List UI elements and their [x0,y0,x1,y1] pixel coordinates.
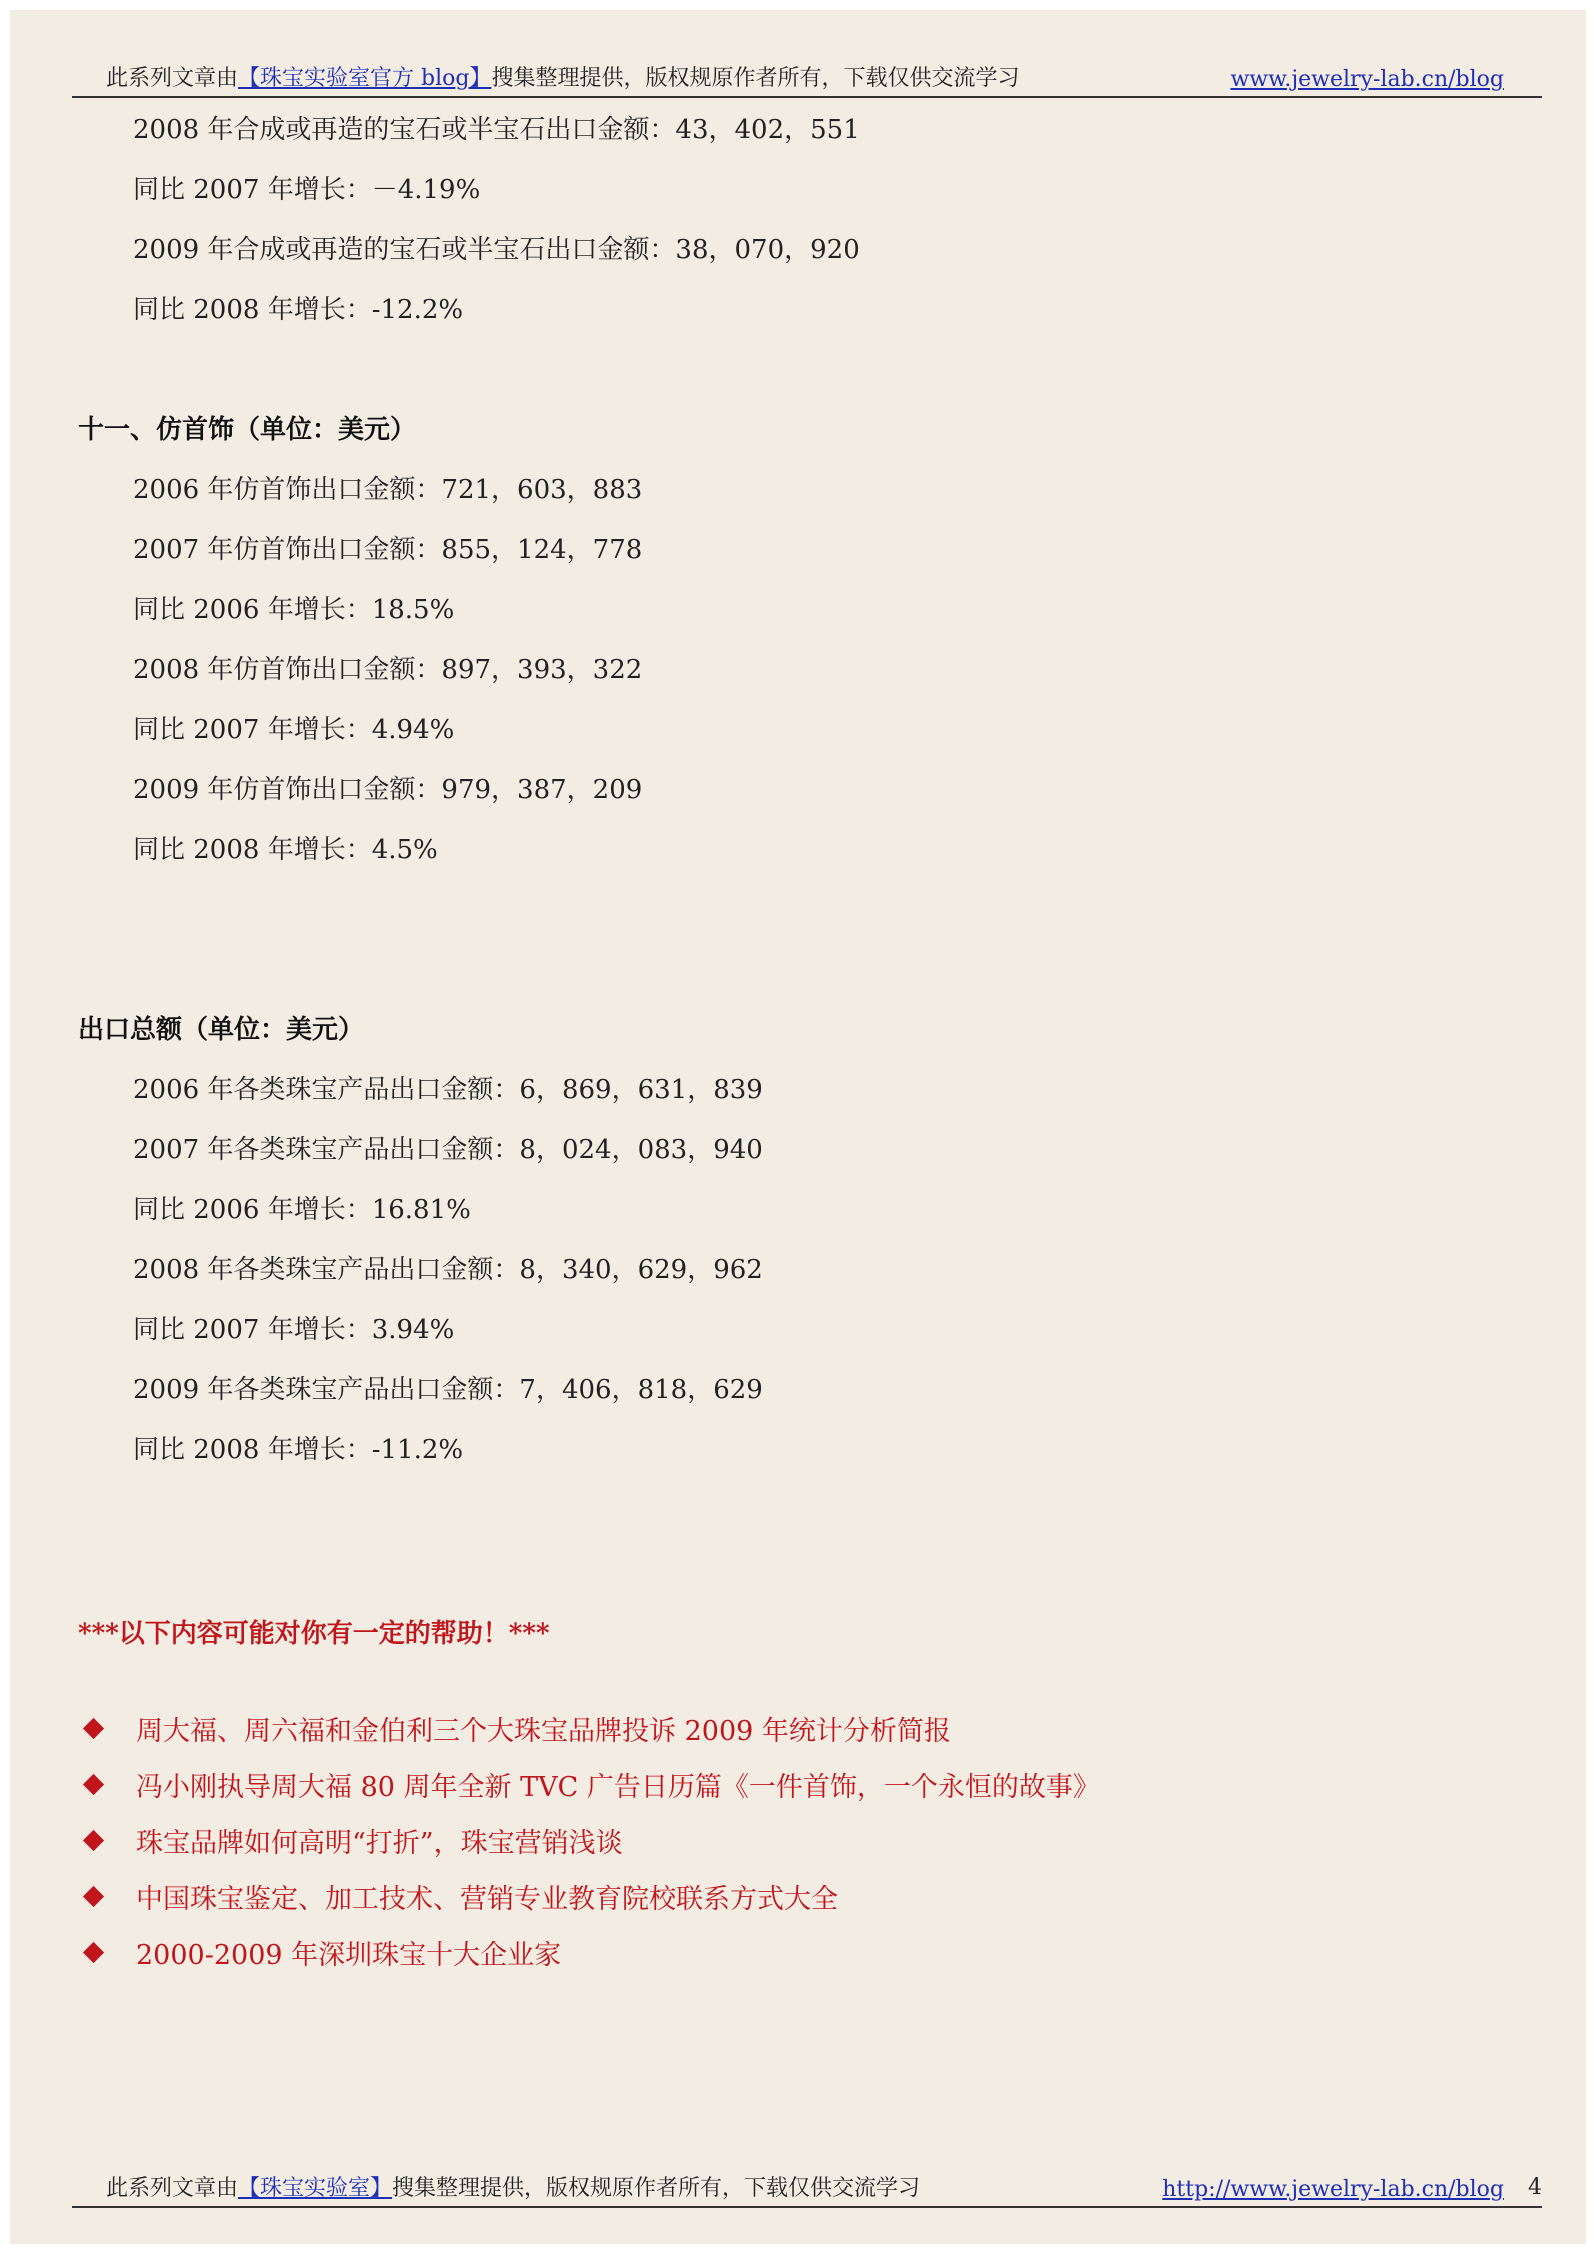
body-line: 同比 2007 年增长：3.94% [133,1315,455,1345]
body-line: 同比 2007 年增长：－4.19% [133,175,481,205]
related-link[interactable]: 珠宝品牌如何高明“打折”，珠宝营销浅谈 [136,1827,623,1859]
page-number: 4 [1528,2175,1542,2200]
list-item [78,1700,1278,1756]
page-header [72,52,1542,98]
body-line: 2007 年各类珠宝产品出口金额：8，024，083，940 [133,1135,763,1165]
body-line: 2007 年仿首饰出口金额：855，124，778 [133,535,643,565]
header-notice [106,61,1019,92]
footer-suffix: 搜集整理提供，版权规原作者所有，下载仅供交流学习 [392,2176,921,2201]
body-line: 2006 年仿首饰出口金额：721，603，883 [133,475,643,505]
body-line: 2009 年合成或再造的宝石或半宝石出口金额：38，070，920 [133,235,860,265]
document-page [10,10,1586,2244]
diamond-bullet-icon [83,1885,104,1906]
related-link[interactable]: 中国珠宝鉴定、加工技术、营销专业教育院校联系方式大全 [136,1883,838,1915]
body-line: 同比 2006 年增长：18.5% [133,595,455,625]
related-link[interactable]: 冯小刚执导周大福 80 周年全新 TVC 广告日历篇《一件首饰，一个永恒的故事》 [136,1771,1100,1803]
header-blog-link[interactable]: 【珠宝实验室官方 blog】 [238,66,492,91]
body-line: 2006 年各类珠宝产品出口金额：6，869，631，839 [133,1075,763,1105]
body-line: 同比 2008 年增长：-11.2% [133,1435,464,1465]
body-line: 同比 2006 年增长：16.81% [133,1195,471,1225]
related-content-title: ***以下内容可能对你有一定的帮助！*** [78,1619,550,1649]
related-links-list [78,1700,1278,1980]
header-url-link[interactable]: www.jewelry-lab.cn/blog [1230,67,1504,92]
footer-prefix: 此系列文章由 [106,2176,239,2201]
diamond-bullet-icon [83,1829,104,1850]
list-item [78,1812,1278,1868]
list-item [78,1924,1278,1980]
body-line: 同比 2008 年增长：4.5% [133,835,438,865]
body-line: 同比 2008 年增长：-12.2% [133,295,464,325]
footer-blog-link[interactable]: 【珠宝实验室】 [238,2176,393,2201]
header-prefix: 此系列文章由 [106,66,239,91]
header-suffix: 搜集整理提供，版权规原作者所有，下载仅供交流学习 [491,66,1020,91]
body-line: 2008 年各类珠宝产品出口金额：8，340，629，962 [133,1255,763,1285]
body-line: 2008 年仿首饰出口金额：897，393，322 [133,655,643,685]
body-line: 同比 2007 年增长：4.94% [133,715,455,745]
list-item [78,1756,1278,1812]
diamond-bullet-icon [83,1717,104,1738]
footer-url-link[interactable]: http://www.jewelry-lab.cn/blog [1162,2177,1504,2202]
diamond-bullet-icon [83,1941,104,1962]
list-item [78,1868,1278,1924]
body-line: 2008 年合成或再造的宝石或半宝石出口金额：43，402，551 [133,115,860,145]
section-heading-total-exports: 出口总额（单位：美元） [78,1015,365,1045]
related-link[interactable]: 周大福、周六福和金伯利三个大珠宝品牌投诉 2009 年统计分析简报 [136,1715,951,1747]
body-line: 2009 年仿首饰出口金额：979，387，209 [133,775,643,805]
footer-notice [106,2171,920,2202]
page-footer [72,2162,1542,2208]
related-link[interactable]: 2000-2009 年深圳珠宝十大企业家 [136,1939,562,1971]
diamond-bullet-icon [83,1773,104,1794]
section-heading-imitation-jewelry: 十一、仿首饰（单位：美元） [78,415,417,445]
body-line: 2009 年各类珠宝产品出口金额：7，406，818，629 [133,1375,763,1405]
